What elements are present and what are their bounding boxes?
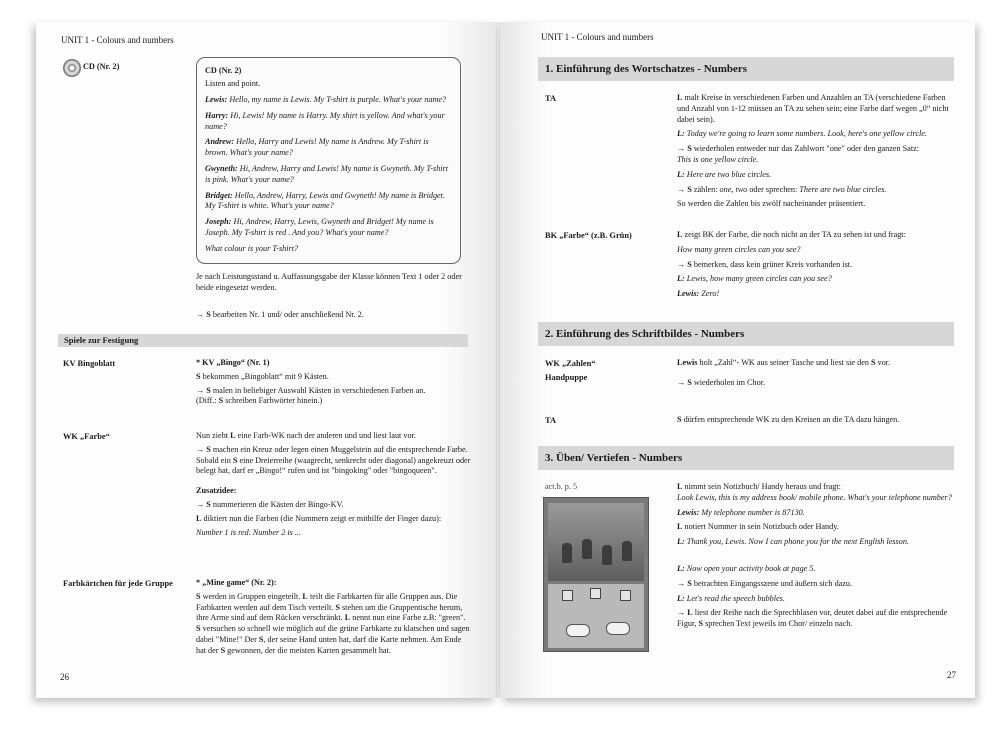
cd-box-instruction: Listen and point. [205,79,261,89]
activity-book-ref: act.b. p. 5 [545,482,578,491]
leistungsstand-note: Je nach Leistungsstand u. Auffassungsgabe der Klasse können Text 1 oder 2 oder beide eingesetzt werden. [196,272,462,292]
running-header: UNIT 1 - Colours and numbers [61,35,174,45]
speech-bubble-panel [548,584,644,648]
section-3-text: L nimmt sein Notizbuch/ Handy heraus und fragt: Look Lewis, this is my address book/ mobile phone. What's your telephone number? Lewis: My telephone number is 87130. L notiert Nummer in sein Notizbuch oder Handy. L: Thank you, Lewis. Now I can phone you for the next English lesson. L: Now open your activity book at page 5. → S betrachten Eingangsszene und äußern sich dazu. L: Let's read the speech bubbles. → L liest der Reihe nach die Sprechblasen vor, deutet dabei auf die entsprechende Figur, S sprechen Text jeweils im Chor/ einzeln nach. [677,482,952,629]
running-header: UNIT 1 - Colours and numbers [541,32,654,42]
wk-zahlen-label: WK „Zahlen“ [545,359,596,368]
handpuppe-label: Handpuppe [545,373,588,382]
section-2-header: 2. Einführung des Schriftbildes - Numbers [538,322,954,346]
section-2-ta-text: S dürfen entsprechende WK zu den Kreisen an die TA dazu hängen. [677,415,900,424]
left-page [36,22,496,698]
ta2-label: TA [545,416,557,425]
cd-box-question: What colour is your T-shirt? [205,243,299,253]
section-spiele: Spiele zur Festigung [58,334,468,347]
wk-farbe-label: WK „Farbe“ [63,432,110,441]
dialogue-line: Harry: Hi, Lewis! My name is Harry. My shirt is yellow. And what's your name? [205,110,445,131]
kv-bingoblatt-label: KV Bingoblatt [63,359,116,368]
cd-box-title: CD (Nr. 2) [205,66,242,75]
section-3-header: 3. Üben/ Vertiefen - Numbers [538,446,954,470]
dialogue-line: Bridget: Hello, Andrew, Harry, Lewis and Gwyneth! My name is Bridget. My T-shirt is white. What's your name? [205,190,445,211]
farbkaertchen-label: Farbkärtchen für jede Gruppe [63,579,173,588]
dialogue-line: Andrew: Hello, Harry and Lewis! My name is Andrew. My T-shirt is brown. What's your name? [205,137,429,158]
note-arrow: → S bearbeiten Nr. 1 und/ oder anschließend Nr. 2. [196,310,364,319]
right-page [500,22,975,698]
page-number-left: 26 [60,672,69,682]
cd-transcript-box [196,57,461,264]
cd-icon [63,59,81,77]
mine-game-block: * „Mine game“ (Nr. 2): S werden in Gruppen eingeteilt. L teilt die Farbkarten für alle Gruppen aus. Die Farbkarten werden auf dem Tisch verteilt. S stehen um die Gruppentische herum, ihre Arme sind auf dem Rücken verschränkt. L nennt nun eine Farbe z.B: "green". S versuchen so schnell wie möglich auf die grüne Farbkarte zu klatschen und sagen dabei "Mine!" Der S, der seine Hand unten hat, darf die Karte nehmen. Am Ende hat der S gewonnen, der die meisten Karten gesammelt hat. [196,578,470,655]
dialogue-line: Joseph: Hi, Andrew, Harry, Lewis, Gwyneth and Bridget! My name is Joseph. My T-shirt is red . And you? What's your name? [205,217,434,238]
farbe-block: Nun zieht L eine Farb-WK nach der anderen und und liest laut vor. → S machen ein Kreuz oder legen einen Muggelstein auf die entsprechende Farbe. Sobald ein S eine Dreierreihe (waagrecht, senkrecht oder diagonal) angekreuzt oder belegt hat, darf er „Bingo!“ rufen und ist "bingoking" oder "bingoqueen". Zusatzidee: → S nummerieren die Kästen der Bingo-KV. L diktiert nun die Farben (die Nummern zeigt er mithilfe der Finger dazu): Number 1 is red. Number 2 is ... [196,431,471,537]
mine-game-text: S werden in Gruppen eingeteilt. L teilt die Farbkarten für alle Gruppen aus. Die Farbkarten werden auf dem Tisch verteilt. S stehen um die Gruppentische herum, ihre Arme sind auf dem Rücken verschränkt. L nennt nun eine Farbe z.B: "green". S versuchen so schnell wie möglich auf die grüne Farbkarte zu klatschen und sagen dabei "Mine!" Der S, der seine Hand unten hat, darf die Karte nehmen. Am Ende hat der S gewonnen, der die meisten Karten gesammelt hat. [196,591,470,655]
scene-image [548,503,644,581]
dialogue-line: Lewis: Hello, my name is Lewis. My T-shirt is purple. What's your name? [205,95,447,105]
bingo-block: * KV „Bingo“ (Nr. 1) S bekommen „Bingoblatt“ mit 9 Kästen. → S malen in beliebiger Auswahl Kästen in verschiedenen Farben an. (Diff.: S schreiben Farbwörter hinein.) [196,358,426,406]
section-1-text: L malt Kreise in verschiedenen Farben und Anzahlen an TA (verschiedene Farben und Anzahl von 1-12 müssen an TA zu sehen sein; eine Farbe darf wegen „0“ nicht dabei sein). L: Today we're going to learn some numbers. Look, here's one yellow circle. → S wiederholen entweder nur das Zahlwort "one" oder den ganzen Satz: This is one yellow circle. L: Here are two blue circles. → S zählen: one, two oder sprechen: There are two blue circles. So werden die Zahlen bis zwölf nacheinander präsentiert. [677,93,949,209]
ta-label: TA [545,94,557,103]
section-2-text: Lewis holt „Zahl“- WK aus seiner Tasche und liest sie den S vor. → S wiederholen im Chor. [677,358,891,387]
cd-label: CD (Nr. 2) [83,62,120,71]
dialogue-list [205,95,452,239]
page-number-right: 27 [947,670,956,680]
section-1-header: 1. Einführung des Wortschatzes - Numbers [538,57,954,81]
bk-text: L zeigt BK der Farbe, die noch nicht an der TA zu sehen ist und fragt: How many green circles can you see? → S bemerken, dass kein grüner Kreis vorhanden ist. L: Lewis, how many green circles can you see? Lewis: Zero! [677,230,906,299]
dialogue-line: Gwyneth: Hi, Andrew, Harry and Lewis! My name is Gwyneth. My T-shirt is pink. What's your name? [205,164,449,184]
activity-book-thumbnail [543,497,649,652]
bk-farbe-label: BK „Farbe“ (z.B. Grün) [545,231,632,240]
